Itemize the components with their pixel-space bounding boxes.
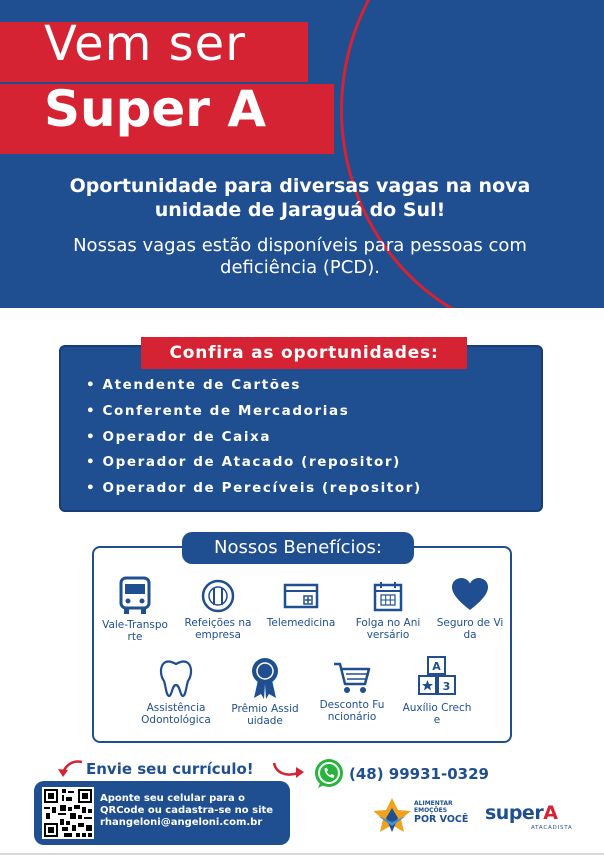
- benefit-label: Seguro de Vida: [436, 617, 504, 641]
- title-line-2: Super A: [44, 80, 267, 138]
- whatsapp-icon: [312, 757, 346, 791]
- benefit-odontologica: [141, 659, 211, 726]
- jobs-title: Confira as oportunidades:: [141, 337, 467, 369]
- svg-text:3: 3: [442, 680, 451, 693]
- benefit-label: Telemedicina: [266, 617, 336, 629]
- qr-instructions: Aponte seu celular para o QRCode ou cadastra-se no site rhangeloni@angeloni.com.br: [100, 793, 274, 828]
- phone-contact[interactable]: [312, 757, 489, 791]
- benefit-label: Vale-Transporte: [102, 619, 168, 643]
- curved-arrow-icon: [56, 758, 84, 780]
- hero-banner: [0, 0, 604, 308]
- benefit-label: Refeições na empresa: [184, 617, 252, 641]
- qr-code-icon[interactable]: [42, 787, 94, 839]
- logo-subtitle: ATACADISTA: [531, 825, 573, 831]
- job-item: • Operador de Caixa: [86, 428, 422, 454]
- angeloni-slogan: [414, 800, 468, 825]
- logo-letter: A: [543, 802, 558, 824]
- bus-icon: [117, 576, 153, 616]
- benefit-premio-assiduidade: [230, 656, 300, 727]
- benefit-telemedicina: [266, 582, 336, 629]
- pcd-subline: Nossas vagas estão disponíveis para pessoas com deficiência (PCD).: [73, 235, 527, 278]
- super-a-logo: [485, 802, 557, 824]
- benefit-seguro-vida: [435, 576, 505, 641]
- headline: Oportunidade para diversas vagas na nova unidade de Jaraguá do Sul!: [69, 175, 531, 221]
- slogan-line-2: EMOÇÕES: [414, 807, 448, 814]
- jobs-list: [86, 376, 422, 505]
- telemedicine-icon: [283, 582, 319, 614]
- benefit-folga-aniversario: [353, 580, 423, 641]
- benefit-label: Prêmio Assiduidade: [231, 703, 299, 727]
- job-item: • Conferente de Mercadorias: [86, 402, 422, 428]
- shopping-cart-icon: [332, 660, 372, 696]
- logo-word: super: [485, 802, 544, 824]
- job-item: • Atendente de Cartões: [86, 376, 422, 402]
- toy-blocks-icon: [415, 655, 459, 699]
- job-item: • Operador de Perecíveis (repositor): [86, 479, 422, 505]
- phone-number: (48) 99931-0329: [349, 765, 489, 783]
- svg-text:A: A: [432, 660, 441, 673]
- bottom-divider: [0, 853, 604, 855]
- slogan-line-1: ALIMENTAR: [414, 800, 453, 807]
- job-item: • Operador de Atacado (repositor): [86, 453, 422, 479]
- award-ribbon-icon: [249, 656, 281, 700]
- title-line-1: Vem ser: [44, 16, 246, 72]
- slogan-line-3: POR VOCÊ: [414, 814, 469, 825]
- heart-icon: [451, 576, 489, 614]
- benefit-desconto-funcionario: [317, 660, 387, 723]
- benefit-label: Folga no Aniversário: [355, 617, 421, 641]
- curved-arrow-icon: [270, 760, 306, 782]
- benefit-refeicoes: [183, 578, 253, 641]
- plate-cutlery-icon: [200, 578, 236, 614]
- tooth-icon: [158, 659, 194, 699]
- benefit-auxilio-creche: [402, 655, 472, 726]
- benefit-label: Auxílio Creche: [402, 702, 472, 726]
- send-cv-label: Envie seu currículo!: [86, 760, 254, 778]
- benefits-title: Nossos Benefícios:: [182, 532, 414, 564]
- benefit-label: Desconto Funcionário: [319, 699, 385, 723]
- benefit-label: Assistência Odontológica: [141, 702, 211, 726]
- benefit-vale-transporte: [100, 576, 170, 643]
- calendar-icon: [371, 580, 405, 614]
